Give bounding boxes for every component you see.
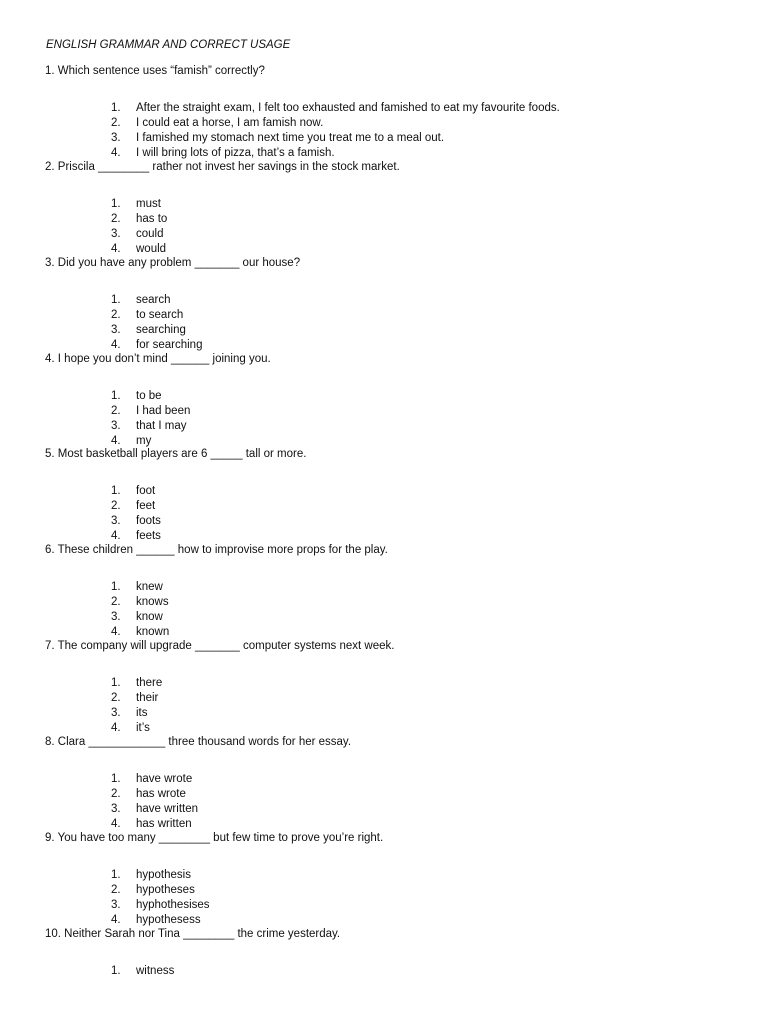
option-number: 4. <box>111 721 121 734</box>
option-text: know <box>136 610 163 623</box>
option-number: 3. <box>111 514 121 527</box>
document-title: ENGLISH GRAMMAR AND CORRECT USAGE <box>46 39 291 51</box>
option-text: could <box>136 227 164 240</box>
option-number: 2. <box>111 116 121 129</box>
option-text: foots <box>136 514 161 527</box>
option-text: have written <box>136 802 199 815</box>
option-number: 3. <box>111 323 121 336</box>
question-prompt: 5. Most basketball players are 6 _____ tall or more. <box>45 448 307 460</box>
option-number: 4. <box>111 913 121 926</box>
option-text: hypothesis <box>136 869 191 881</box>
option-text: has to <box>136 212 168 225</box>
option-number: 1. <box>111 581 121 593</box>
option-number: 1. <box>111 390 121 402</box>
option-number: 4. <box>111 242 121 255</box>
option-number: 1. <box>111 965 121 977</box>
option-text: its <box>136 706 148 719</box>
option-text: my <box>136 434 152 447</box>
option-text: hyphothesises <box>136 898 210 911</box>
option-text: to search <box>136 308 184 321</box>
option-number: 3. <box>111 227 121 240</box>
question-prompt: 3. Did you have any problem _______ our house? <box>45 257 301 269</box>
question-prompt: 7. The company will upgrade _______ computer systems next week. <box>45 640 395 652</box>
option-text: has wrote <box>136 787 186 800</box>
option-number: 1. <box>111 102 121 114</box>
option-text: knows <box>136 595 169 608</box>
option-number: 2. <box>111 595 121 608</box>
option-text: known <box>136 625 170 638</box>
option-number: 2. <box>111 404 121 417</box>
option-number: 3. <box>111 706 121 719</box>
option-text: foot <box>136 485 156 497</box>
option-text: there <box>136 677 163 689</box>
option-number: 3. <box>111 610 121 623</box>
option-number: 2. <box>111 308 121 321</box>
option-number: 1. <box>111 485 121 497</box>
option-text: hypotheses <box>136 883 195 896</box>
option-number: 2. <box>111 691 121 704</box>
question-prompt: 2. Priscila ________ rather not invest her savings in the stock market. <box>45 161 400 173</box>
option-number: 3. <box>111 419 121 432</box>
option-text: knew <box>136 581 163 593</box>
question-prompt: 10. Neither Sarah nor Tina ________ the crime yesterday. <box>45 928 341 940</box>
option-number: 2. <box>111 883 121 896</box>
option-text: I will bring lots of pizza, that’s a famish. <box>136 146 335 159</box>
option-number: 1. <box>111 677 121 689</box>
option-text: I could eat a horse, I am famish now. <box>136 116 324 129</box>
option-text: feets <box>136 529 161 542</box>
option-text: hypothesess <box>136 913 201 926</box>
option-text: that I may <box>136 419 187 432</box>
option-number: 2. <box>111 787 121 800</box>
question-prompt: 8. Clara ____________ three thousand words for her essay. <box>45 736 352 748</box>
option-number: 3. <box>111 131 121 144</box>
option-number: 1. <box>111 869 121 881</box>
question-prompt: 1. Which sentence uses “famish” correctly? <box>45 65 265 77</box>
option-text: I had been <box>136 404 191 417</box>
option-text: it’s <box>136 721 150 734</box>
option-text: After the straight exam, I felt too exhausted and famished to eat my favourite foods. <box>136 102 560 114</box>
option-text: to be <box>136 390 162 402</box>
option-number: 1. <box>111 198 121 210</box>
option-text: witness <box>136 965 175 977</box>
option-number: 1. <box>111 773 121 785</box>
question-prompt: 9. You have too many ________ but few time to prove you’re right. <box>45 832 384 844</box>
option-text: for searching <box>136 338 203 351</box>
option-number: 4. <box>111 817 121 830</box>
option-number: 3. <box>111 898 121 911</box>
option-number: 4. <box>111 625 121 638</box>
option-number: 1. <box>111 294 121 306</box>
option-text: search <box>136 294 171 306</box>
question-prompt: 4. I hope you don’t mind ______ joining you. <box>45 353 271 365</box>
option-text: have wrote <box>136 773 193 785</box>
option-number: 4. <box>111 146 121 159</box>
option-number: 4. <box>111 529 121 542</box>
option-text: has written <box>136 817 192 830</box>
option-text: their <box>136 691 159 704</box>
option-number: 4. <box>111 338 121 351</box>
option-text: I famished my stomach next time you treat me to a meal out. <box>136 131 445 144</box>
option-text: would <box>136 242 167 255</box>
option-number: 2. <box>111 212 121 225</box>
question-prompt: 6. These children ______ how to improvise more props for the play. <box>45 544 388 556</box>
option-number: 4. <box>111 434 121 447</box>
option-number: 2. <box>111 499 121 512</box>
option-text: must <box>136 198 161 210</box>
option-text: searching <box>136 323 186 336</box>
option-text: feet <box>136 499 156 512</box>
option-number: 3. <box>111 802 121 815</box>
